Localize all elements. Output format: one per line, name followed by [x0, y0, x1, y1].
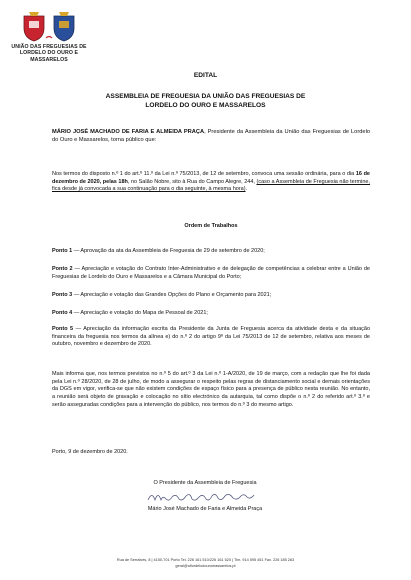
intro-paragraph: [52, 129, 370, 144]
org-line-1: UNIÃO DAS FREGUESIAS DE: [11, 44, 87, 50]
agenda-title-text: Ordem de Trabalhos: [184, 223, 238, 229]
org-line-2: LORDELO DO OURO E MASSARELOS: [19, 50, 79, 63]
agenda-item: [52, 266, 370, 281]
agenda-item: [52, 310, 370, 318]
convocation-text-b: , no Salão Nobre, sito à Rua do Campo Alegre, 244,: [127, 178, 257, 185]
intro-text: , Presidente da Assembleia da União das Freguesias de Lordelo do Ouro e Massarelos, torna público que:: [52, 129, 370, 143]
convocation-text-a: Nos termos do disposto n.º 1 do art.º 11.º da Lei n.º 75/2013, de 12 de setembro, convoca uma sessão ordinária, para o dia: [52, 171, 356, 177]
agenda-item-text: — Apreciação e votação do Mapa de Pessoal de 2021;: [72, 310, 208, 316]
agenda-item-text: — Aprovação da ata da Assembleia de Freguesia de 29 de setembro de 2020;: [72, 248, 265, 254]
agenda-item-text: — Apreciação e votação das Grandes Opções do Plano e Orçamento para 2021;: [72, 292, 272, 298]
agenda-item-text: — Apreciação e votação do Contrato Inter-Administrativo e de delegação de competências a celebrar entre a União de Freguesias de Lordelo do Ouro e Massarelos e a Câmara Municipal do Porto;: [52, 266, 370, 280]
document-date: Porto, 9 de dezembro de 2020.: [52, 449, 128, 455]
agenda-item-text: — Apreciação da informação escrita da Presidente da Junta de Freguesia acerca da atividade desta e da situação financeira da freguesia nos termos da alínea e) do n.º 2 do artigo 9º da Lei 75/2013 de 12 de setembro, relativa aos meses de outubro, novembro e dezembro de 2020.: [52, 326, 370, 348]
agenda-item: [52, 248, 370, 256]
agenda-title: [52, 223, 370, 231]
convocation-paragraph: [52, 171, 370, 194]
coat-of-arms-icon: [20, 8, 78, 42]
agenda-item-label: Ponto 5: [52, 326, 74, 332]
footer-email: geral@uflordelodouromassarelos.pt: [175, 564, 236, 568]
agenda-item: [52, 292, 370, 300]
agenda-item-label: Ponto 2: [52, 266, 73, 272]
agenda-item: [52, 326, 370, 349]
subtitle-line-1: ASSEMBLEIA DE FREGUESIA DA UNIÃO DAS FREGUESIAS DE: [105, 93, 306, 100]
session-date: 16 de dezembro de 2020, pelas 18h: [52, 171, 370, 185]
convocation-text-c: .: [245, 186, 248, 193]
subtitle-line-2: LORDELO DO OURO E MASSARELOS: [145, 101, 266, 109]
agenda-item-label: Ponto 3: [52, 292, 73, 298]
agenda-item-label: Ponto 1: [52, 248, 73, 254]
organization-name: [10, 44, 88, 63]
document-title: EDITAL: [193, 72, 218, 79]
signatory-title: O Presidente da Assembleia de Freguesia: [153, 480, 257, 486]
parish-logo: [10, 8, 88, 68]
document-subtitle: [40, 93, 371, 110]
president-name: MÁRIO JOSÉ MACHADO DE FARIA E ALMEIDA PRAÇA: [52, 129, 205, 135]
public-notice-paragraph: Mais informa que, nos termos previstos no n.º 5 do art.º 3 da Lei n.º 1-A/2020, de 19 de março, com a redação que lhe foi dada pela Lei n.º 28/2020, de 28 de julho, de modo a assegurar o respeito pelas regras de distanciamento social e demais orientações da DGS em vigor, verifica-se que não existem condições de espaço físico para a presença de público nesta reunião. No entanto, a reunião será objeto de gravação e colocação no sítio electrónico da autarquia, tal como dispõe o n.º 2 do referido art.º 3.º e serão asseguradas condições para a intervenção do público, nos termos do n.º 3 do mesmo artigo.: [52, 371, 370, 408]
footer-address: Rua de Serralves, 8 | 4150-701 Porto Tel. 226 161 510/226 161 520 | Tlm. 914 595 451 Fax. 226 185 263: [116, 558, 295, 562]
handwritten-signature-icon: [146, 490, 266, 504]
agenda-item-label: Ponto 4: [52, 310, 73, 316]
continuation-note: (caso a Assembleia de Freguesia não termine, fica desde já convocada a sua continuação para o dia seguinte, à mesma hora): [52, 178, 370, 193]
signatory-name: Mário José Machado de Faria e Almeida Praça: [147, 506, 263, 512]
